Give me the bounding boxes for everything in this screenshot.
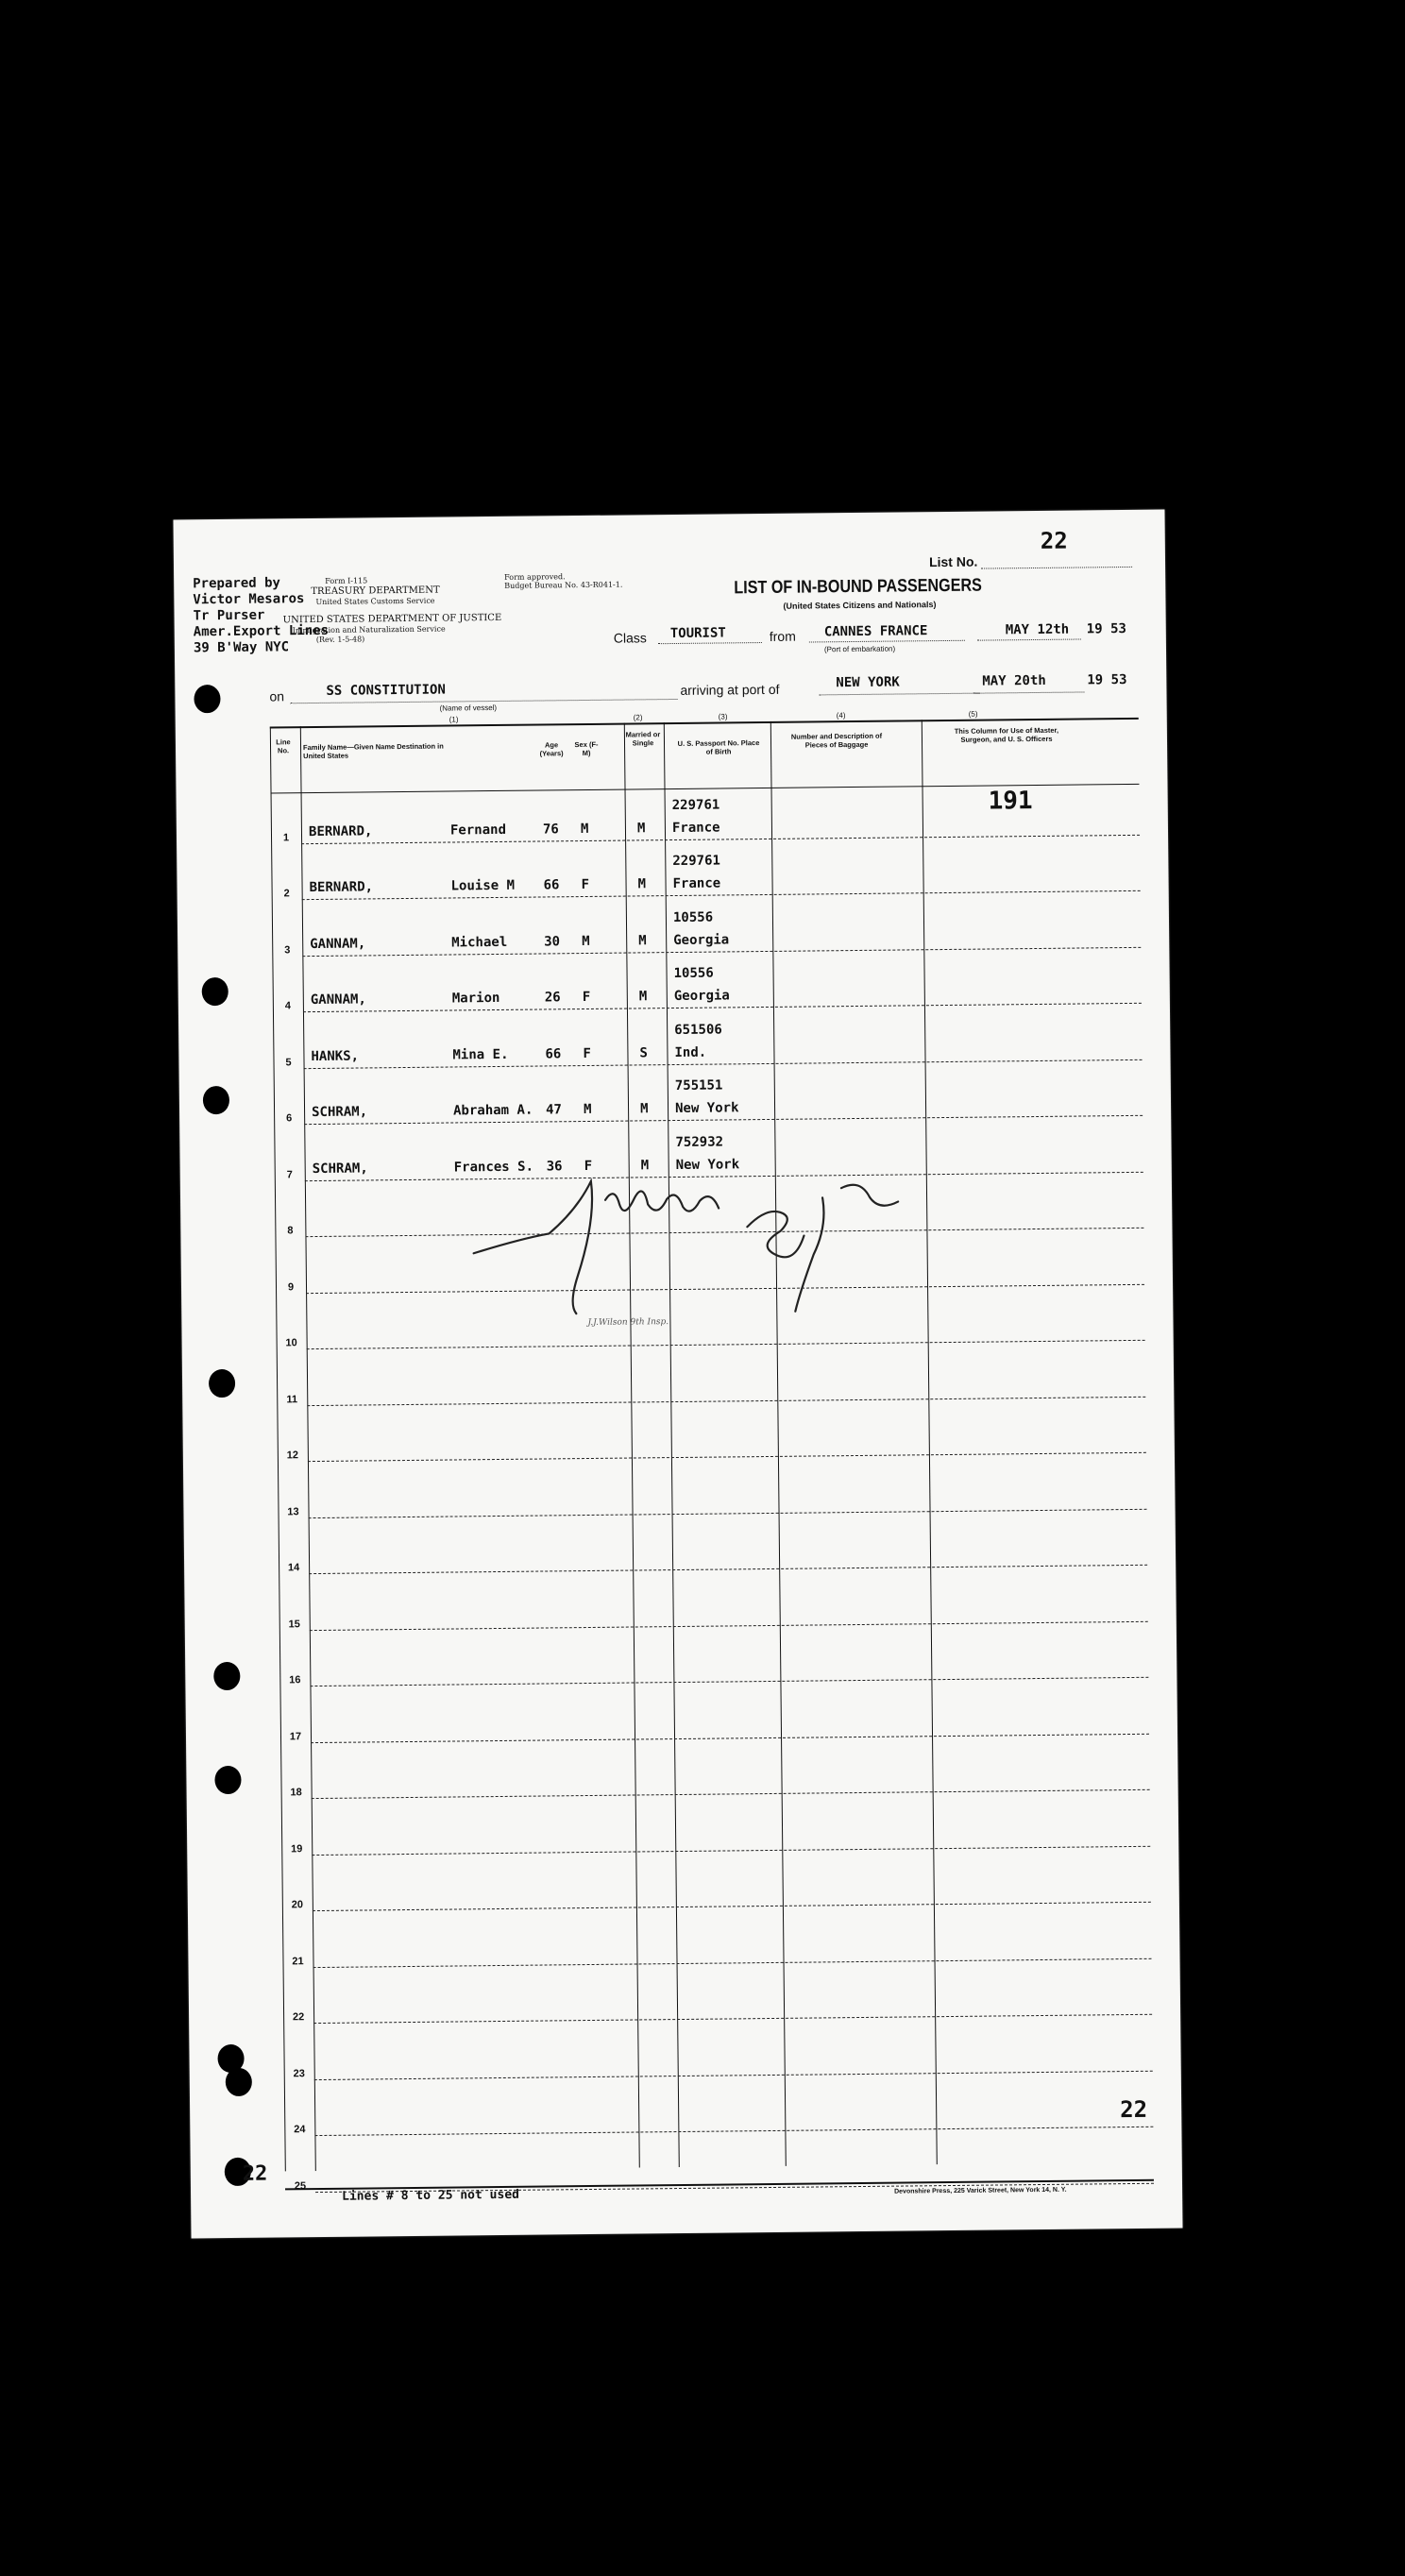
passenger-married: M <box>638 989 648 1005</box>
row-line <box>302 890 1141 900</box>
row-line <box>307 1340 1145 1349</box>
page-subtitle: (United States Citizens and Nationals) <box>783 600 937 611</box>
col-num: (3) <box>718 712 728 721</box>
preparer-address: 39 B'Way NYC <box>193 639 290 656</box>
col-num: (2) <box>633 713 643 722</box>
embark-label: (Port of embarkation) <box>823 644 896 654</box>
preparer-title: Tr Purser <box>193 607 265 624</box>
line-number: 24 <box>294 2124 306 2136</box>
passenger-given-name: Frances S. <box>453 1159 534 1175</box>
row-line <box>313 1902 1151 1911</box>
passenger-family-name: HANKS, <box>311 1048 360 1064</box>
passenger-married: M <box>637 876 647 892</box>
class-label: Class <box>613 630 647 646</box>
line-number: 7 <box>286 1168 293 1180</box>
line-number: 8 <box>287 1225 294 1237</box>
line-number: 17 <box>289 1730 302 1742</box>
line-number: 22 <box>292 2011 305 2024</box>
from-line <box>809 640 965 643</box>
manifest-page <box>173 510 1182 2239</box>
preparer-name: Victor Mesaros <box>193 591 305 608</box>
binder-hole <box>209 1369 235 1398</box>
binder-hole <box>202 977 229 1006</box>
line-number: 2 <box>283 888 290 900</box>
line-number: 10 <box>285 1337 297 1349</box>
preparer-company: Amer.Export Lines <box>193 622 330 640</box>
arrival-year: 19 53 <box>1087 671 1127 688</box>
line-number: 5 <box>285 1056 292 1068</box>
row-line <box>301 834 1140 843</box>
passenger-sex: F <box>581 876 590 893</box>
binder-hole <box>203 1086 229 1114</box>
passenger-given-name: Mina E. <box>452 1046 509 1062</box>
stamp-bottom-right: 22 <box>1120 2095 1148 2124</box>
passenger-birthplace: Ind. <box>674 1044 707 1060</box>
header-sex: Sex (F-M) <box>574 739 599 758</box>
row-line <box>311 1733 1149 1742</box>
passenger-sex: F <box>584 1158 593 1174</box>
form-number: Form I-115 <box>325 576 368 585</box>
row-line <box>314 2070 1153 2079</box>
header-name: Family Name—Given Name Destination in United States <box>302 741 444 761</box>
passenger-married: M <box>636 820 646 836</box>
row-line <box>313 1957 1152 1967</box>
line-number: 1 <box>282 831 290 843</box>
passenger-sex: M <box>580 821 589 837</box>
line-number: 4 <box>284 1000 292 1012</box>
stamp-bottom-left: 22 <box>242 2161 268 2186</box>
line-number: 11 <box>286 1393 298 1405</box>
line-number: 16 <box>289 1674 301 1686</box>
header-age: Age (Years) <box>539 740 564 758</box>
list-no-value: 22 <box>1040 527 1068 554</box>
page-title: LIST OF IN-BOUND PASSENGERS <box>734 575 982 599</box>
passenger-birthplace: New York <box>674 1100 739 1117</box>
line-number: 13 <box>287 1505 299 1517</box>
passenger-given-name: Louise M <box>450 877 516 894</box>
class-line <box>658 642 762 644</box>
passenger-age: 26 <box>544 990 561 1006</box>
list-no-line <box>981 567 1132 569</box>
passenger-age: 66 <box>545 1045 562 1061</box>
budget-bureau: Budget Bureau No. 43-R041-1. <box>504 580 623 590</box>
on-label: on <box>269 688 285 704</box>
dept-treasury-sub: United States Customs Service <box>315 596 435 606</box>
passenger-sex: F <box>582 989 591 1006</box>
form-revision: (Rev. 1-5-48) <box>315 635 365 644</box>
inspector-signature <box>464 1156 919 1324</box>
dept-treasury: TREASURY DEPARTMENT <box>311 585 440 598</box>
passenger-married: M <box>640 1157 650 1173</box>
line-number: 12 <box>286 1449 299 1462</box>
line-number: 23 <box>293 2067 305 2079</box>
passenger-married: M <box>639 1101 649 1117</box>
passenger-passport: 10556 <box>673 965 714 982</box>
from-value: CANNES FRANCE <box>823 623 928 640</box>
passenger-sex: F <box>583 1045 591 1061</box>
arrival-port-line <box>819 693 979 696</box>
binder-hole <box>194 685 220 713</box>
header-officers: This Column for Use of Master, Surgeon, and U. S. Officers <box>954 725 1059 744</box>
arriving-label: arriving at port of <box>680 681 780 698</box>
header-passport: U. S. Passport No. Place of Birth <box>677 738 760 756</box>
passenger-given-name: Abraham A. <box>452 1102 533 1119</box>
passenger-age: 47 <box>545 1102 563 1118</box>
passenger-sex: M <box>582 933 590 949</box>
passenger-age: 36 <box>546 1158 563 1174</box>
arrival-date-line <box>973 691 1084 693</box>
col-num: (5) <box>968 709 978 719</box>
line-number: 20 <box>291 1899 304 1911</box>
passenger-birthplace: Georgia <box>673 988 730 1005</box>
col-num: (1) <box>449 715 459 724</box>
passenger-passport: 651506 <box>674 1021 722 1038</box>
row-line <box>303 1003 1142 1012</box>
vessel-name: SS CONSTITUTION <box>326 682 446 699</box>
passenger-passport: 229761 <box>672 853 720 870</box>
passenger-given-name: Marion <box>451 990 500 1007</box>
passenger-passport: 752932 <box>675 1133 724 1150</box>
row-line <box>307 1396 1145 1405</box>
signature-text: J.J.Wilson 9th Insp. <box>587 1317 669 1328</box>
line-number: 25 <box>294 2179 307 2192</box>
passenger-birthplace: New York <box>675 1156 740 1173</box>
line-number: 6 <box>286 1112 293 1125</box>
passenger-family-name: GANNAM, <box>310 991 366 1008</box>
passenger-family-name: BERNARD, <box>309 879 374 896</box>
arrival-date: MAY 20th <box>982 672 1046 689</box>
form-approved: Form approved. <box>504 572 566 582</box>
row-line <box>302 946 1141 956</box>
binder-hole <box>214 1766 241 1794</box>
passenger-married: M <box>638 932 647 948</box>
embark-year: 19 53 <box>1086 620 1127 637</box>
row-line <box>309 1565 1147 1574</box>
prepared-line: Prepared by <box>193 575 281 592</box>
row-line <box>304 1059 1143 1068</box>
row-line <box>312 1789 1150 1799</box>
row-line <box>304 1115 1143 1125</box>
row-line <box>314 2127 1153 2136</box>
passenger-family-name: BERNARD, <box>308 822 373 839</box>
line-number: 21 <box>292 1955 304 1967</box>
passenger-birthplace: France <box>671 820 720 836</box>
col-num: (4) <box>836 711 846 720</box>
row-line <box>309 1508 1147 1517</box>
line-number: 15 <box>288 1618 300 1630</box>
row-line <box>313 2014 1152 2024</box>
passenger-family-name: GANNAM, <box>310 935 366 952</box>
passenger-sex: M <box>583 1101 592 1118</box>
passenger-age: 76 <box>542 821 559 837</box>
header-married: Married or Single <box>625 730 661 748</box>
passenger-age: 30 <box>544 933 561 949</box>
arrival-port: NEW YORK <box>836 674 900 691</box>
passenger-given-name: Michael <box>451 934 508 950</box>
vessel-label: (Name of vessel) <box>439 703 498 713</box>
passenger-given-name: Fernand <box>449 822 507 838</box>
printer-imprint: Devonshire Press, 225 Varick Street, New York 14, N. Y. <box>894 2186 1067 2195</box>
passenger-passport: 229761 <box>671 797 720 813</box>
line-number: 19 <box>291 1842 303 1855</box>
embark-date-line <box>977 638 1081 640</box>
embark-date: MAY 12th <box>1005 621 1070 638</box>
passenger-passport: 755151 <box>674 1077 723 1094</box>
row-line <box>310 1620 1148 1630</box>
passenger-age: 66 <box>543 877 560 893</box>
line-number: 14 <box>287 1562 300 1574</box>
passenger-family-name: SCHRAM, <box>312 1160 368 1177</box>
binder-hole <box>213 1662 240 1690</box>
passenger-passport: 10556 <box>672 909 714 925</box>
row-line <box>308 1452 1146 1462</box>
from-label: from <box>769 628 796 644</box>
header-baggage: Number and Description of Pieces of Baggage <box>790 731 883 750</box>
passenger-family-name: SCHRAM, <box>311 1104 368 1121</box>
line-number: 3 <box>284 943 291 956</box>
dept-justice: UNITED STATES DEPARTMENT OF JUSTICE <box>282 612 502 626</box>
line-number: 9 <box>287 1280 295 1293</box>
col-divider <box>922 720 938 2164</box>
dept-justice-sub: Immigration and Naturalization Service <box>292 624 446 636</box>
row-line <box>310 1677 1148 1686</box>
row-line <box>312 1845 1150 1855</box>
passenger-birthplace: France <box>672 875 721 892</box>
passenger-married: S <box>639 1044 648 1060</box>
officer-mark: 191 <box>988 787 1033 816</box>
passenger-birthplace: Georgia <box>673 931 730 948</box>
header-line-no: Line No. <box>276 737 291 755</box>
col-divider <box>770 721 787 2166</box>
class-value: TOURIST <box>669 625 726 642</box>
footer-note: Lines # 8 to 25 not used <box>342 2187 520 2204</box>
list-no-label: List No. <box>928 553 978 570</box>
binder-hole <box>226 2068 252 2096</box>
line-number: 18 <box>290 1787 302 1799</box>
